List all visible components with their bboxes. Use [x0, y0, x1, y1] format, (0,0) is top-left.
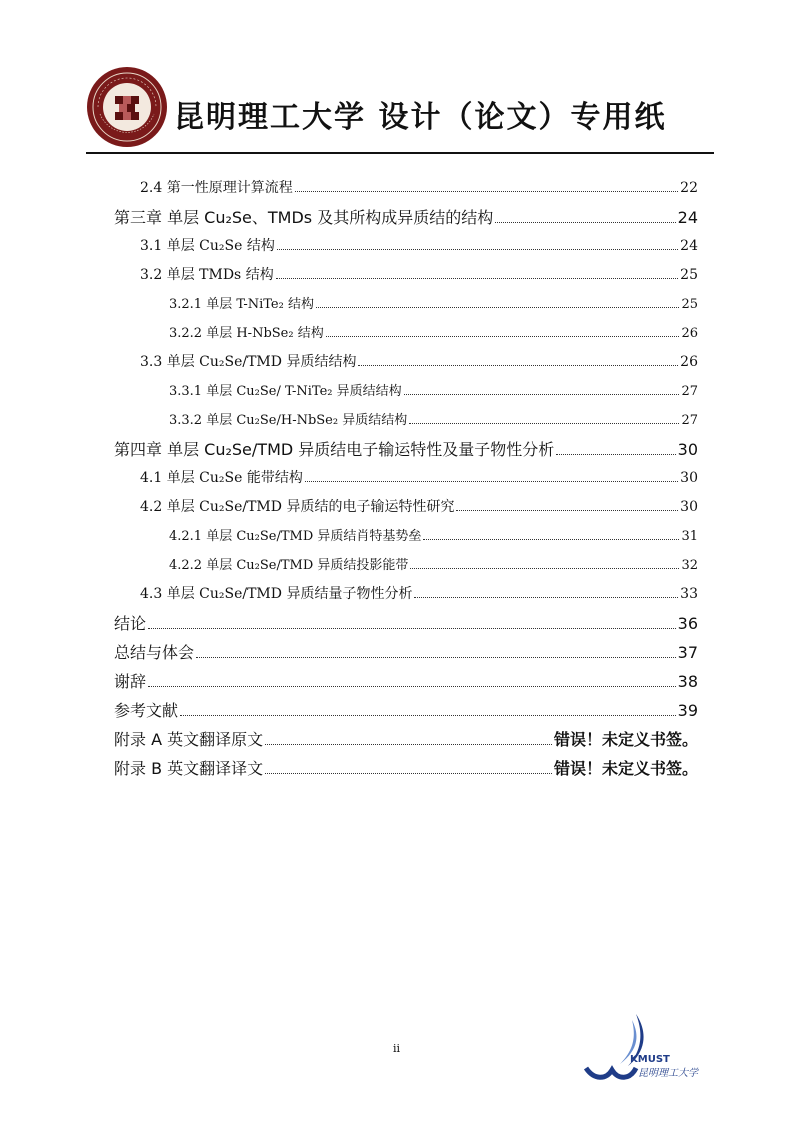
toc-entry-page: 24: [677, 208, 698, 227]
toc-entry[interactable]: [114, 406, 698, 435]
toc-entry[interactable]: [114, 377, 698, 406]
toc-entry-label: 第四章 单层 Cu₂Se/TMD 异质结电子输运特性及量子物性分析: [114, 440, 555, 459]
toc-entry-page: 26: [681, 326, 698, 341]
university-seal-icon: [86, 66, 168, 148]
toc-entry[interactable]: [114, 464, 698, 493]
toc-entry[interactable]: [114, 493, 698, 522]
toc-entry[interactable]: [114, 580, 698, 609]
toc-leader-dots: [556, 454, 675, 455]
toc-entry-label: 参考文献: [114, 701, 179, 720]
toc-entry-page: 错误！未定义书签。: [553, 730, 698, 749]
toc-entry[interactable]: [114, 174, 698, 203]
toc-entry-page: 26: [680, 354, 698, 370]
toc-leader-dots: [180, 715, 676, 716]
toc-entry[interactable]: [114, 609, 698, 638]
toc-entry-label: 第三章 单层 Cu₂Se、TMDs 及其所构成异质结的结构: [114, 208, 494, 227]
toc-leader-dots: [423, 539, 679, 540]
toc-leader-dots: [265, 773, 552, 774]
toc-entry-page: 25: [680, 267, 698, 283]
toc-entry[interactable]: [114, 696, 698, 725]
toc-entry-page: 错误！未定义书签。: [553, 759, 698, 778]
toc-leader-dots: [495, 222, 675, 223]
toc-entry[interactable]: [114, 203, 698, 232]
toc-entry-label: 3.2.1 单层 T-NiTe₂ 结构: [169, 297, 314, 312]
toc-entry-page: 27: [681, 384, 698, 399]
toc-leader-dots: [316, 307, 679, 308]
toc-entry-page: 30: [680, 470, 698, 486]
toc-leader-dots: [414, 597, 678, 598]
toc-entry-page: 25: [681, 297, 698, 312]
page-header: [86, 64, 714, 156]
toc-leader-dots: [404, 394, 680, 395]
toc-entry-page: 39: [677, 701, 698, 720]
toc-entry-page: 30: [680, 499, 698, 515]
toc-entry-label: 3.2.2 单层 H-NbSe₂ 结构: [169, 326, 324, 341]
toc-entry-label: 4.1 单层 Cu₂Se 能带结构: [140, 470, 303, 486]
toc-entry[interactable]: [114, 232, 698, 261]
toc-entry[interactable]: [114, 319, 698, 348]
toc-entry-label: 4.2 单层 Cu₂Se/TMD 异质结的电子输运特性研究: [140, 499, 455, 515]
toc-entry-page: 31: [681, 529, 698, 544]
toc-entry-label: 4.3 单层 Cu₂Se/TMD 异质结量子物性分析: [140, 586, 413, 602]
logo-text: KMUST: [630, 1054, 670, 1065]
toc-entry-page: 32: [681, 558, 698, 573]
toc-leader-dots: [277, 249, 678, 250]
toc-entry-page: 22: [680, 180, 698, 196]
toc-leader-dots: [295, 191, 678, 192]
toc-entry-label: 3.3.1 单层 Cu₂Se/ T-NiTe₂ 异质结结构: [169, 384, 402, 399]
toc-entry[interactable]: [114, 435, 698, 464]
toc-entry-label: 4.2.2 单层 Cu₂Se/TMD 异质结投影能带: [169, 558, 409, 573]
toc-leader-dots: [305, 481, 678, 482]
toc-entry-page: 36: [677, 614, 698, 633]
toc-entry[interactable]: [114, 667, 698, 696]
toc-leader-dots: [265, 744, 552, 745]
toc-entry[interactable]: [114, 348, 698, 377]
toc-entry-page: 33: [680, 586, 698, 602]
toc-leader-dots: [326, 336, 680, 337]
header-title: 昆明理工大学 设计（论文）专用纸: [174, 100, 667, 135]
toc-leader-dots: [456, 510, 678, 511]
toc-entry[interactable]: [114, 638, 698, 667]
toc-entry-page: 27: [681, 413, 698, 428]
toc-leader-dots: [196, 657, 676, 658]
toc-entry[interactable]: [114, 290, 698, 319]
toc-entry-label: 3.3.2 单层 Cu₂Se/H-NbSe₂ 异质结结构: [169, 413, 408, 428]
toc-entry-label: 谢辞: [114, 672, 147, 691]
header-divider: [86, 152, 714, 154]
toc-entry-page: 30: [677, 440, 698, 459]
toc-leader-dots: [409, 423, 679, 424]
toc-entry-label: 总结与体会: [114, 643, 195, 662]
toc-entry-label: 附录 B 英文翻译译文: [114, 759, 264, 778]
toc-leader-dots: [276, 278, 678, 279]
toc-leader-dots: [358, 365, 678, 366]
toc-leader-dots: [148, 628, 676, 629]
logo-script: 昆明理工大学: [638, 1068, 698, 1079]
toc-leader-dots: [410, 568, 679, 569]
toc-entry[interactable]: [114, 754, 698, 783]
toc-entry-label: 3.2 单层 TMDs 结构: [140, 267, 274, 283]
toc-entry-label: 附录 A 英文翻译原文: [114, 730, 264, 749]
toc-entry-page: 24: [680, 238, 698, 254]
toc-entry-label: 2.4 第一性原理计算流程: [140, 180, 293, 196]
toc-entry-label: 3.3 单层 Cu₂Se/TMD 异质结结构: [140, 354, 357, 370]
toc-entry[interactable]: [114, 725, 698, 754]
toc-entry[interactable]: [114, 551, 698, 580]
toc-entry-label: 4.2.1 单层 Cu₂Se/TMD 异质结肖特基势垒: [169, 529, 422, 544]
page-number: ii: [392, 1042, 401, 1055]
toc-entry-page: 38: [677, 672, 698, 691]
toc-entry[interactable]: [114, 522, 698, 551]
toc-entry-page: 37: [677, 643, 698, 662]
toc-leader-dots: [148, 686, 676, 687]
toc-entry-label: 结论: [114, 614, 147, 633]
toc-entry-label: 3.1 单层 Cu₂Se 结构: [140, 238, 275, 254]
table-of-contents: [114, 174, 698, 783]
kmust-logo-icon: [584, 1010, 714, 1084]
toc-entry[interactable]: [114, 261, 698, 290]
